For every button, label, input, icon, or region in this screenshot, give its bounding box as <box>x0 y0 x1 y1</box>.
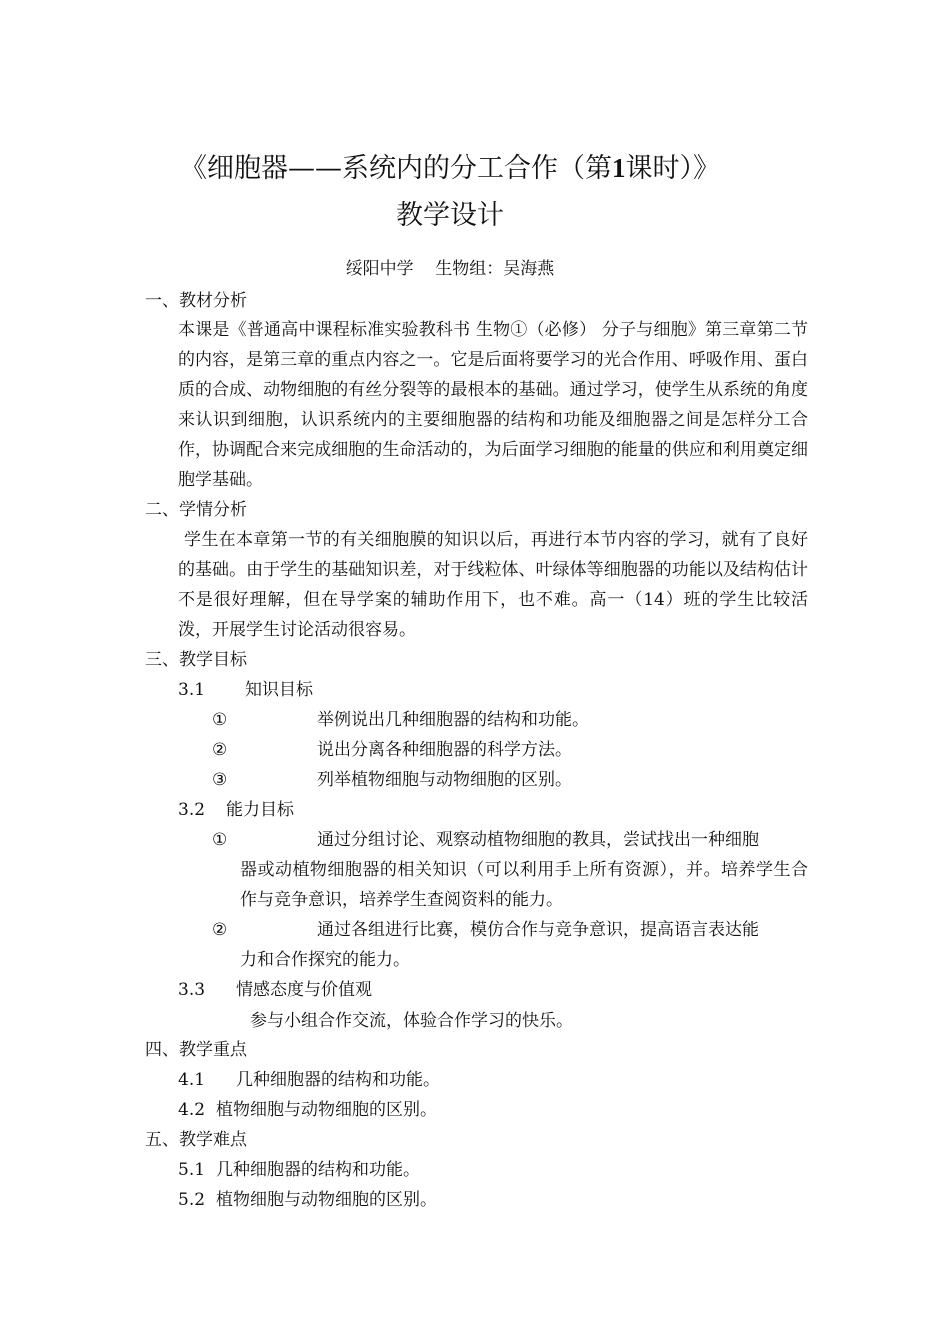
key-point-2-number: 4.2 <box>178 1100 206 1120</box>
subsection-label-emotion: 情感态度与价值观 <box>236 980 372 1000</box>
emotion-goal-text: 参与小组合作交流，体验合作学习的快乐。 <box>250 1011 573 1031</box>
author-line: 绥阳中学 生物组：吴海燕 <box>345 259 555 279</box>
knowledge-item-3-mark: ③ <box>212 770 228 790</box>
knowledge-item-2-mark: ② <box>212 740 228 760</box>
subsection-number-3-3: 3.3 <box>178 980 206 1000</box>
difficulty-2-text: 植物细胞与动物细胞的区别。 <box>216 1190 437 1210</box>
title-lesson-number: 1 <box>612 153 626 183</box>
key-point-2-text: 植物细胞与动物细胞的区别。 <box>216 1100 437 1120</box>
knowledge-item-3-text: 列举植物细胞与动物细胞的区别。 <box>317 770 572 790</box>
ability-item-2-continuation: 力和合作探究的能力。 <box>240 950 410 970</box>
ability-item-1-mark: ① <box>212 830 228 850</box>
title-part-2: 课时）》 <box>625 153 720 184</box>
knowledge-item-2-text: 说出分离各种细胞器的科学方法。 <box>317 740 572 760</box>
section-heading-student-analysis: 二、学情分析 <box>145 500 247 520</box>
ability-item-1-continuation: 器或动植物细胞器的相关知识（可以利用手上所有资源），并。培养学生合作与竞争意识，培养学生查阅资料的能力。 <box>240 860 808 910</box>
student-analysis-paragraph: 学生在本章第一节的有关细胞膜的知识以后，再进行本节内容的学习，就有了良好的基础。由于学生的基础知识差，对于线粒体、叶绿体等细胞器的功能以及结构估计不是很好理解，但在导学案的辅助作用下，也不难。高一（14）班的学生比较活泼，开展学生讨论活动很容易。 <box>178 530 808 640</box>
title-part-1: 《细胞器——系统内的分工合作（第 <box>180 153 612 184</box>
subsection-number-3-2: 3.2 <box>178 800 206 820</box>
document-subtitle: 教学设计 <box>396 200 504 231</box>
ability-item-2-mark: ② <box>212 920 228 940</box>
textbook-analysis-paragraph: 本课是《普通高中课程标准实验教科书 生物①（必修） 分子与细胞》第三章第二节的内容，是第三章的重点内容之一。它是后面将要学习的光合作用、呼吸作用、蛋白质的合成、动物细胞的有丝分裂等的最根本的基础。通过学习，使学生从系统的角度来认识到细胞，认识系统内的主要细胞器的结构和功能及细胞器之间是怎样分工合作，协调配合来完成细胞的生命活动的，为后面学习细胞的能量的供应和利用奠定细胞学基础。 <box>178 320 808 490</box>
key-point-1-number: 4.1 <box>178 1070 206 1090</box>
section-heading-textbook-analysis: 一、教材分析 <box>145 291 247 311</box>
difficulty-2-number: 5.2 <box>178 1190 206 1210</box>
difficulty-1-number: 5.1 <box>178 1160 206 1180</box>
subsection-label-ability: 能力目标 <box>226 800 294 820</box>
subsection-label-knowledge: 知识目标 <box>245 680 313 700</box>
difficulty-1-text: 几种细胞器的结构和功能。 <box>216 1160 420 1180</box>
section-heading-teaching-goals: 三、教学目标 <box>145 650 247 670</box>
key-point-1-text: 几种细胞器的结构和功能。 <box>236 1070 440 1090</box>
ability-item-2-first-line: 通过各组进行比赛，模仿合作与竞争意识，提高语言表达能 <box>317 920 759 940</box>
knowledge-item-1-text: 举例说出几种细胞器的结构和功能。 <box>317 710 589 730</box>
section-heading-key-points: 四、教学重点 <box>145 1040 247 1060</box>
subsection-number-3-1: 3.1 <box>178 680 206 700</box>
ability-item-1-first-line: 通过分组讨论、观察动植物细胞的教具，尝试找出一种细胞 <box>317 830 759 850</box>
document-title <box>140 148 760 189</box>
section-heading-difficulties: 五、教学难点 <box>145 1130 247 1150</box>
knowledge-item-1-mark: ① <box>212 710 228 730</box>
